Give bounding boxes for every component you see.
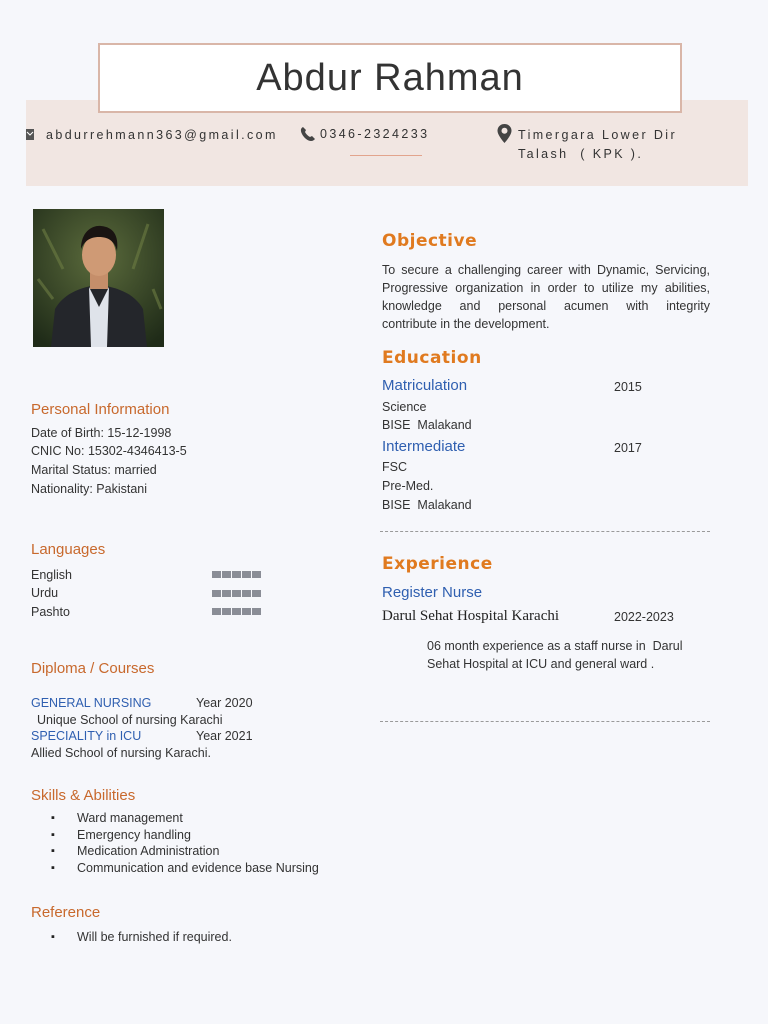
objective-line: Progressive organization in order to utilize my abilities, (382, 281, 710, 295)
phone-text[interactable]: 0346-2324233 (320, 127, 430, 141)
address-line-2: Talash ( KPK ). (518, 147, 644, 161)
education-degree: Intermediate (382, 438, 466, 455)
language-row (31, 584, 261, 602)
candidate-name: Abdur Rahman (256, 56, 524, 99)
skills-title: Skills & Abilities (31, 787, 136, 804)
courses-title: Diploma / Courses (31, 660, 155, 677)
nationality: Nationality: Pakistani (31, 482, 148, 496)
objective-line: To secure a challenging career with Dynamic, Servicing, (382, 263, 710, 277)
experience-desc (427, 637, 682, 673)
education-divider (380, 531, 710, 532)
education-detail: FSC (382, 460, 407, 474)
skill-item: ▪ Communication and evidence base Nursing (51, 860, 371, 877)
experience-org: Darul Sehat Hospital Karachi (382, 608, 560, 624)
location-pin-icon (497, 124, 512, 143)
course-name: SPECIALITY in ICU (31, 729, 142, 743)
experience-desc-line: Sehat Hospital at ICU and general ward . (427, 657, 655, 671)
language-row (31, 602, 261, 621)
address-line-1: Timergara Lower Dir (518, 128, 678, 142)
language-name: Urdu (31, 586, 59, 600)
email-icon (26, 129, 34, 140)
phone-underline (350, 155, 422, 156)
objective-title: Objective (382, 231, 478, 251)
experience-divider (380, 721, 710, 722)
languages-list (31, 565, 261, 621)
education-detail: Pre-Med. (382, 479, 434, 493)
education-detail: Science (382, 400, 427, 414)
education-year: 2015 (614, 380, 642, 394)
experience-role: Register Nurse (382, 584, 483, 601)
name-box (98, 43, 682, 113)
cnic: CNIC No: 15302-4346413-5 (31, 444, 187, 458)
email-text[interactable]: abdurrehmann363@gmail.com (46, 128, 278, 142)
reference-title: Reference (31, 904, 101, 921)
language-name: English (31, 567, 72, 582)
experience-desc-line: 06 month experience as a staff nurse in Darul (427, 639, 683, 653)
skill-item: ▪ Medication Administration (51, 843, 371, 860)
language-name: Pashto (31, 604, 70, 619)
language-rating (212, 590, 261, 597)
course-year: Year 2021 (196, 729, 253, 743)
language-row (31, 565, 261, 584)
course-year: Year 2020 (196, 696, 253, 710)
language-rating (212, 608, 261, 615)
objective-line: contribute in the development. (382, 317, 550, 331)
course-school: Unique School of nursing Karachi (37, 713, 223, 727)
course-school: Allied School of nursing Karachi. (31, 746, 211, 760)
personal-info-title: Personal Information (31, 401, 170, 418)
languages-title: Languages (31, 541, 106, 558)
education-detail: BISE Malakand (382, 418, 472, 432)
profile-photo (33, 209, 164, 347)
course-name: GENERAL NURSING (31, 696, 152, 710)
language-rating (212, 571, 261, 578)
reference-list (51, 929, 351, 946)
reference-item: ▪ Will be furnished if required. (51, 929, 351, 946)
education-title: Education (382, 348, 482, 368)
skills-list (51, 810, 371, 876)
marital-status: Marital Status: married (31, 463, 157, 477)
experience-title: Experience (382, 554, 493, 574)
objective-text (382, 261, 710, 333)
education-detail: BISE Malakand (382, 498, 472, 512)
skill-item: ▪ Emergency handling (51, 827, 371, 844)
experience-period: 2022-2023 (614, 610, 674, 624)
dob: Date of Birth: 15-12-1998 (31, 426, 172, 440)
objective-line: knowledge and personal acumen with integrity (382, 299, 710, 313)
education-degree: Matriculation (382, 377, 468, 394)
skill-item: ▪ Ward management (51, 810, 371, 827)
phone-icon (300, 126, 317, 142)
education-year: 2017 (614, 441, 642, 455)
